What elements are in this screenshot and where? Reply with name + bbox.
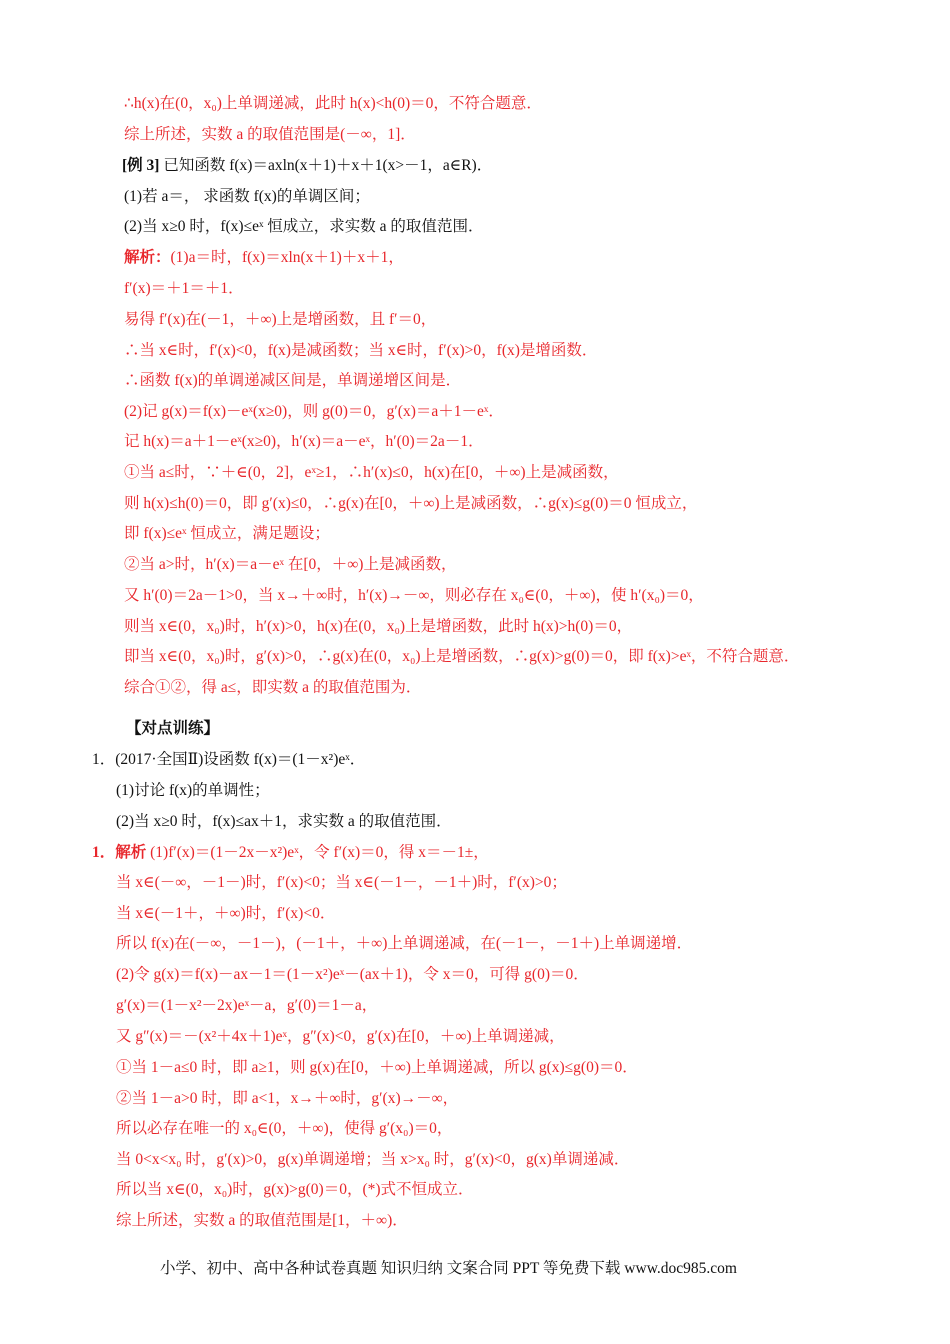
text-line: 记 h(x)＝a＋1－eˣ(x≥0)，h′(x)＝a－eˣ，h′(0)＝2a－1．	[124, 433, 484, 450]
text-line: 所以 f(x)在(－∞，－1－)，(－1＋，＋∞)上单调递减，在(－1－，－1＋)上单调递增．	[116, 935, 693, 952]
text-line: 当 x∈(－∞，－1－)时，f′(x)<0；当 x∈(－1－，－1＋)时，f′(x)>0；	[116, 874, 567, 891]
example-text: 已知函数 f(x)＝axln(x＋1)＋x＋1(x>－1，a∈R)．	[159, 157, 493, 174]
question-line: (1)若 a＝， 求函数 f(x)的单调区间；	[124, 188, 370, 205]
exercise-line: (2)当 x≥0 时，f(x)≤ax＋1，求实数 a 的取值范围．	[116, 813, 452, 830]
text-line: 易得 f′(x)在(－1，＋∞)上是增函数，且 f′＝0，	[124, 311, 437, 328]
text-line: ①当 1－a≤0 时，即 a≥1，则 g(x)在[0，＋∞)上单调递减，所以 g(x)≤g(0)＝0．	[116, 1059, 638, 1076]
text-line: 即当 x∈(0，x₀)时，g′(x)>0，∴g(x)在(0，x₀)上是增函数，∴g(x)>g(0)＝0，即 f(x)>eˣ，不符合题意．	[124, 648, 800, 665]
text-line: ∴h(x)在(0，x₀)上单调递减，此时 h(x)<h(0)＝0，不符合题意．	[124, 95, 542, 112]
solution-text: (1)a＝时，f(x)＝xln(x＋1)＋x＋1，	[170, 249, 404, 266]
text-line: 综上所述，实数 a 的取值范围是[1，＋∞)．	[116, 1212, 408, 1229]
solution-line	[92, 843, 489, 863]
text-line: ①当 a≤时，∵＋∈(0，2]，eˣ≥1，∴h′(x)≤0，h(x)在[0，＋∞)上是减函数，	[124, 464, 619, 481]
section-heading: 【对点训练】	[126, 720, 220, 737]
text-line: 又 h′(0)＝2a－1>0，当 x→＋∞时，h′(x)→－∞，则必存在 x₀∈(0，＋∞)，使 h′(x₀)＝0，	[124, 587, 704, 604]
text-line: ②当 a>时，h′(x)＝a－eˣ 在[0，＋∞)上是减函数，	[124, 556, 457, 573]
text-line: (2)令 g(x)＝f(x)－ax－1＝(1－x²)eˣ－(ax＋1)，令 x＝0，可得 g(0)＝0．	[116, 966, 589, 983]
solution-text: (1)f′(x)＝(1－2x－x²)eˣ，令 f′(x)＝0，得 x＝－1±，	[146, 844, 489, 861]
text-line: 所以当 x∈(0，x₀)时，g(x)>g(0)＝0，(*)式不恒成立．	[116, 1181, 474, 1198]
solution-label: 解析：	[124, 249, 171, 266]
text-line: 综合①②，得 a≤，即实数 a 的取值范围为．	[124, 679, 422, 696]
text-line: 则 h(x)≤h(0)＝0，即 g′(x)≤0，∴g(x)在[0，＋∞)上是减函数，∴g(x)≤g(0)＝0 恒成立，	[124, 495, 698, 512]
text-line: ∴当 x∈时，f′(x)<0，f(x)是减函数；当 x∈时，f′(x)>0，f(x)是增函数．	[124, 342, 598, 359]
text-line: 所以必存在唯一的 x₀∈(0，＋∞)，使得 g′(x₀)＝0，	[116, 1120, 453, 1137]
text-line: 又 g″(x)＝－(x²＋4x＋1)eˣ，g″(x)<0，g′(x)在[0，＋∞)上单调递减，	[116, 1028, 565, 1045]
example-label: [例 3]	[122, 157, 160, 174]
question-line: (2)当 x≥0 时，f(x)≤eˣ 恒成立，求实数 a 的取值范围．	[124, 218, 484, 235]
exercise-line: 1．(2017·全国Ⅱ)设函数 f(x)＝(1－x²)eˣ．	[92, 751, 366, 768]
text-line: (2)记 g(x)＝f(x)－eˣ(x≥0)，则 g(0)＝0，g′(x)＝a＋1－eˣ．	[124, 403, 504, 420]
text-line: 即 f(x)≤eˣ 恒成立，满足题设；	[124, 525, 330, 542]
text-line: f′(x)＝＋1＝＋1．	[124, 280, 244, 297]
solution-line	[124, 248, 404, 268]
text-line: ∴函数 f(x)的单调递减区间是，单调递增区间是．	[124, 372, 462, 389]
text-line: 当 x∈(－1＋，＋∞)时，f′(x)<0．	[116, 905, 336, 922]
text-line: ②当 1－a>0 时，即 a<1，x→＋∞时，g′(x)→－∞，	[116, 1090, 459, 1107]
example-heading	[122, 156, 492, 176]
text-line: 当 0<x<x₀ 时，g′(x)>0，g(x)单调递增；当 x>x₀ 时，g′(x)<0，g(x)单调递减．	[116, 1151, 630, 1168]
text-line: 则当 x∈(0，x₀)时，h′(x)>0，h(x)在(0，x₀)上是增函数，此时 h(x)>h(0)＝0，	[124, 618, 633, 635]
page-footer: 小学、初中、高中各种试卷真题 知识归纳 文案合同 PPT 等免费下载 www.doc985.com	[160, 1260, 737, 1277]
text-line: 综上所述，实数 a 的取值范围是(－∞，1]．	[124, 126, 416, 143]
exercise-line: (1)讨论 f(x)的单调性；	[116, 782, 270, 799]
text-line: g′(x)＝(1－x²－2x)eˣ－a，g′(0)＝1－a，	[116, 997, 378, 1014]
solution-label: 1．解析	[92, 844, 147, 861]
